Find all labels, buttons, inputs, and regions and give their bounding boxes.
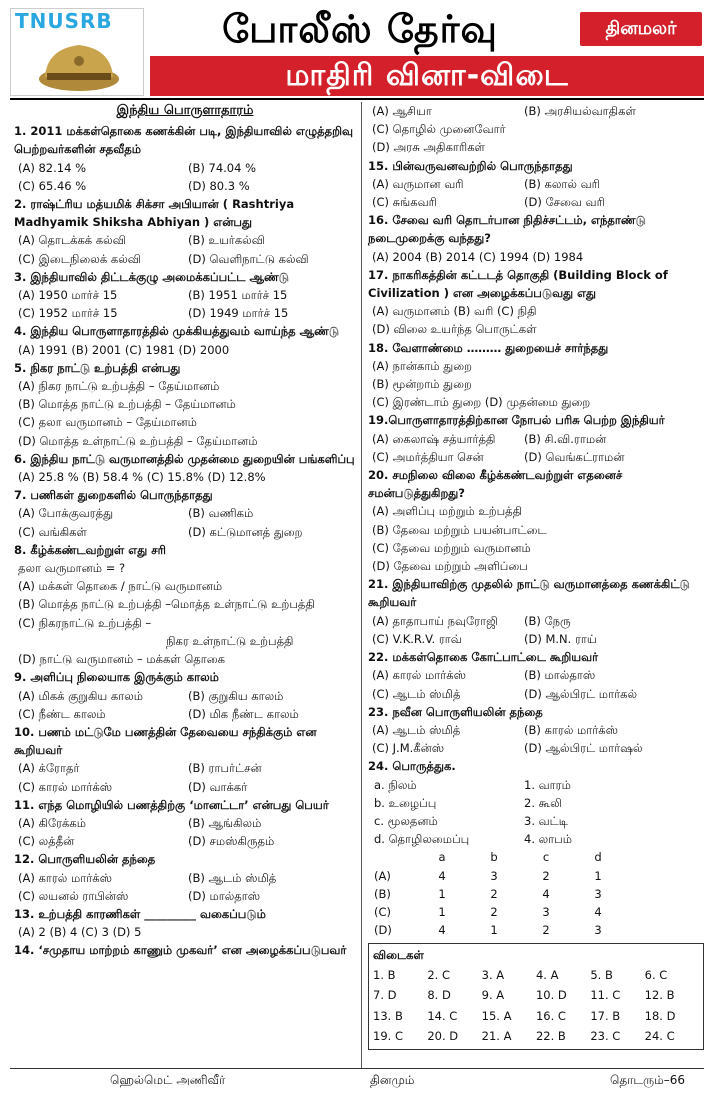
title-top — [150, 6, 704, 54]
question-text: 9. அளிப்பு நிலையாக இருக்கும் காலம் — [14, 670, 219, 685]
match-cell: 4 — [438, 923, 446, 938]
question-text: 14. ‘சமுதாய மாற்றம் காணும் முகவர்’ என அழைக்கப்படுபவர் — [14, 943, 347, 958]
match-cell: 1 — [438, 904, 446, 919]
options-line: (A) வருமானம் (B) வரி (C) நிதி — [372, 304, 537, 319]
option: (A) ஆடம் ஸ்மித் — [372, 722, 461, 737]
option: (B) குறுகிய காலம் — [188, 688, 284, 703]
section-title: இந்திய பொருளாதாரம் — [116, 103, 254, 118]
option: (B) வணிகம் — [188, 506, 254, 521]
option-row — [368, 739, 704, 757]
option: (B) 74.04 % — [188, 160, 257, 175]
option-row — [14, 231, 356, 249]
option: (B) கலால் வரி — [524, 176, 600, 191]
match-header-cell: c — [542, 850, 550, 865]
option-row — [14, 832, 356, 850]
match-row — [368, 867, 704, 885]
option: (D) கட்டுமானத் துறை — [188, 524, 303, 539]
option: (C) V.K.R.V. ராவ் — [372, 631, 462, 646]
brand-label: TNUSRB — [15, 9, 113, 33]
option: (C) அமர்த்தியா சென் — [372, 449, 484, 464]
option: (B) ஆங்கிலம் — [188, 815, 262, 830]
page-title: போலீஸ் தேர்வு — [222, 7, 498, 51]
option-row — [14, 778, 356, 796]
option: (A) கிரேக்கம் — [18, 815, 86, 830]
match-header-cell: a — [438, 850, 446, 865]
option: (D) சேவை வரி — [524, 195, 605, 210]
option: (B) தேவை மற்றும் பயன்பாட்டை — [372, 522, 547, 537]
answer: 3. A — [481, 967, 505, 982]
match-item: d. தொழிலமைப்பு — [374, 832, 470, 847]
options-line: (A) 25.8 % (B) 58.4 % (C) 15.8% (D) 12.8% — [18, 470, 266, 485]
match-header-cell — [374, 848, 416, 866]
match-pair — [368, 776, 704, 794]
match-cell: 3 — [594, 886, 602, 901]
option: (A) காரல் மார்க்ஸ் — [372, 668, 466, 683]
answer: 13. B — [373, 1008, 403, 1023]
match-item: 3. வட்டி — [524, 813, 568, 828]
match-cell: 1 — [438, 886, 446, 901]
q14-options — [368, 102, 704, 157]
match-cell: 4 — [438, 868, 446, 883]
answer: 5. B — [590, 967, 613, 982]
match-item: b. உழைப்பு — [374, 795, 437, 810]
option-row — [14, 759, 356, 777]
option: (B) 1951 மார்ச் 15 — [188, 288, 288, 303]
option: (C) வங்கிகள் — [18, 524, 87, 539]
answer: 11. C — [590, 988, 621, 1003]
option-row — [14, 869, 356, 887]
option: (B) மூன்றாம் துறை — [372, 377, 472, 392]
match-item: c. மூலதனம் — [374, 813, 438, 828]
option: (C) ஆடம் ஸ்மித் — [372, 686, 461, 701]
options-line: (A) 2 (B) 4 (C) 3 (D) 5 — [18, 925, 142, 940]
answers-row — [373, 1026, 699, 1047]
footer-right: தொடரும்–66 — [610, 1073, 686, 1087]
option: (D) மிக நீண்ட காலம் — [188, 706, 299, 721]
option: (B) மொத்த நாட்டு உற்பத்தி – தேய்மானம் — [18, 397, 236, 412]
match-cell: 1 — [594, 868, 602, 883]
option: (A) க்ரோதர் — [18, 761, 80, 776]
option: (D) வெங்கட்ராமன் — [524, 449, 625, 464]
match-cell: (C) — [374, 904, 392, 919]
match-row — [368, 885, 704, 903]
option-row — [368, 102, 704, 120]
match-row — [368, 903, 704, 921]
option: (A) 82.14 % — [18, 160, 87, 175]
option: (C) நிகரநாட்டு உற்பத்தி – — [18, 615, 152, 630]
answer: 14. C — [427, 1008, 458, 1023]
match-row — [368, 921, 704, 939]
left-column — [14, 102, 356, 960]
question-text: 17. நாகரிகத்தின் கட்டடத் தொகுதி (Building Block of Civilization ) என அழைக்கப்படுவது எது — [368, 267, 668, 301]
question-text: 20. சமநிலை விலை கீழ்க்கண்டவற்றுள் எதனைச் சமன்படுத்துகிறது? — [368, 468, 623, 501]
option: (B) நேரு — [524, 613, 571, 628]
options-line: (A) 2004 (B) 2014 (C) 1994 (D) 1984 — [372, 249, 584, 264]
answer: 19. C — [373, 1029, 403, 1044]
option-row — [14, 250, 356, 268]
option-row — [368, 448, 704, 466]
answers-row — [373, 985, 699, 1006]
answer: 16. C — [535, 1008, 566, 1023]
option: (A) மிகக் குறுகிய காலம் — [18, 688, 144, 703]
match-cell: (A) — [374, 868, 391, 883]
option-continuation: நிகர உள்நாட்டு உற்பத்தி — [166, 633, 294, 648]
match-cell: 2 — [490, 886, 498, 901]
answer: 9. A — [481, 988, 505, 1003]
question-text: 11. எந்த மொழியில் பணத்திற்கு ‘மானட்டா’ என்பது பெயர் — [14, 797, 329, 812]
options-line: (A) 1991 (B) 2001 (C) 1981 (D) 2000 — [18, 342, 230, 357]
brand-box — [10, 8, 144, 96]
question-text: 18. வேளாண்மை ……… துறையைச் சார்ந்தது — [368, 340, 609, 355]
answer: 21. A — [481, 1029, 512, 1044]
option: (A) வருமான வரி — [372, 176, 464, 191]
answers-row — [373, 1006, 699, 1027]
option: (D) வெளிநாட்டு கல்வி — [188, 251, 309, 266]
match-header-cell: d — [594, 850, 602, 865]
police-cap-icon — [37, 39, 121, 93]
option-row — [368, 175, 704, 193]
option-row — [14, 177, 356, 195]
question-text: 4. இந்திய பொருளாதாரத்தில் முக்கியத்துவம் வாய்ந்த ஆண்டு — [14, 324, 340, 339]
footer-mid: தினமும் — [370, 1073, 415, 1087]
match-cell: 2 — [490, 904, 498, 919]
footer-left: ஹெல்மெட் அணிவீர் — [110, 1073, 226, 1087]
answers-title: விடைகள் — [373, 948, 424, 963]
option: (A) 1950 மார்ச் 15 — [18, 288, 118, 303]
option-row — [14, 687, 356, 705]
match-cell: 3 — [594, 923, 602, 938]
question-text: 3. இந்தியாவில் திட்டக்குழு அமைக்கப்பட்ட ஆண்டு — [14, 269, 289, 284]
question-text: 24. பொருத்துக. — [368, 759, 456, 774]
option: (D) நாட்டு வருமானம் – மக்கள் தொகை — [18, 652, 226, 667]
question-text: 23. நவீன பொருளியலின் தந்தை — [368, 704, 543, 719]
option-row — [368, 666, 704, 684]
match-item: 4. லாபம் — [524, 832, 572, 847]
match-cell: 2 — [542, 923, 550, 938]
question-text: 8. கீழ்க்கண்டவற்றுள் எது சரி — [14, 542, 166, 557]
page-subtitle: மாதிரி வினா-விடை — [285, 58, 569, 93]
option: (B) சி.வி.ராமன் — [524, 431, 607, 446]
option-row — [14, 286, 356, 304]
question-text: 7. பணிகள் துறைகளில் பொருந்தாதது — [14, 488, 213, 503]
match-cell: 1 — [490, 923, 498, 938]
question-text: 5. நிகர நாட்டு உற்பத்தி என்பது — [14, 360, 181, 375]
option-row — [14, 504, 356, 522]
answer: 22. B — [535, 1029, 566, 1044]
page-header — [0, 0, 714, 98]
answers-row — [373, 965, 699, 986]
option: (D) 80.3 % — [188, 178, 250, 193]
match-item: 2. கூலி — [524, 795, 562, 810]
option: (A) ஆசியா — [372, 104, 432, 118]
option-row — [14, 887, 356, 905]
option-row — [14, 304, 356, 322]
right-column — [368, 102, 704, 1050]
option: (C) லத்தீன் — [18, 834, 75, 849]
option: (C) இடைநிலைக் கல்வி — [18, 251, 141, 266]
match-cell: 3 — [542, 904, 550, 919]
answer: 8. D — [427, 988, 451, 1003]
answer: 7. D — [373, 988, 397, 1003]
match-cell: (B) — [374, 886, 391, 901]
option: (A) காரல் மார்க்ஸ் — [18, 870, 112, 885]
option: (D) வாக்கர் — [188, 779, 248, 794]
option: (A) அளிப்பு மற்றும் உற்பத்தி — [372, 504, 523, 519]
answer: 24. C — [644, 1029, 675, 1044]
option: தலா வருமானம் = ? — [18, 561, 126, 576]
option-row — [14, 159, 356, 177]
question-text: 13. உற்பத்தி காரணிகள் _________ வகைப்படும் — [14, 906, 266, 921]
option: (C) சுங்கவரி — [372, 195, 437, 210]
option-row — [368, 685, 704, 703]
option: (D) M.N. ராய் — [524, 631, 597, 646]
option-row — [368, 193, 704, 211]
option-row — [14, 814, 356, 832]
option: (C) 65.46 % — [18, 178, 87, 193]
option-row — [368, 630, 704, 648]
option: (C) தொழில் முனைவோர் — [372, 122, 506, 137]
option: (B) காரல் மார்க்ஸ் — [524, 722, 619, 737]
question-text: 10. பணம் மட்டுமே பணத்தின் தேவையை சந்திக்கும் என கூறியவர் — [14, 724, 317, 758]
match-table — [368, 776, 704, 940]
header-divider — [10, 98, 704, 100]
match-header-cell: b — [490, 850, 498, 865]
option: (D) தேவை மற்றும் அளிப்பை — [372, 559, 528, 574]
match-cell: 4 — [594, 904, 602, 919]
option-row — [368, 612, 704, 630]
option: (D) மொத்த உள்நாட்டு உற்பத்தி – தேய்மானம் — [18, 433, 258, 448]
match-header — [368, 848, 704, 866]
match-item: a. நிலம் — [374, 777, 417, 792]
answer: 17. B — [590, 1008, 621, 1023]
answer: 20. D — [427, 1029, 459, 1044]
right-questions — [368, 157, 704, 776]
option: (C) 1952 மார்ச் 15 — [18, 306, 118, 321]
question-text: 19.பொருளாதாரத்திற்கான நோபல் பரிசு பெற்ற இந்தியர் — [368, 413, 665, 428]
answer: 1. B — [373, 967, 396, 982]
answer: 2. C — [427, 967, 450, 982]
left-questions — [14, 122, 356, 959]
option: (A) தொடக்கக் கல்வி — [18, 233, 126, 248]
match-cell: 4 — [542, 886, 550, 901]
option: (C) தலா வருமானம் – தேய்மானம் — [18, 415, 197, 430]
question-text: 22. மக்கள்தொகை கோட்பாட்டை கூறியவர் — [368, 650, 599, 665]
option: (D) மால்தாஸ் — [188, 888, 261, 903]
option: (A) போக்குவரத்து — [18, 506, 114, 521]
option-row — [14, 523, 356, 541]
match-pair — [368, 812, 704, 830]
option: (B) மால்தாஸ் — [524, 668, 596, 683]
answer: 23. C — [590, 1029, 621, 1044]
option: (D) அரசு அதிகாரிகள் — [372, 140, 485, 155]
option-row — [14, 705, 356, 723]
answer: 6. C — [644, 967, 668, 982]
option: (D) ஆல்பிரட் மார்கல் — [524, 686, 637, 701]
option: (C) லயனல் ராபின்ஸ் — [18, 888, 129, 903]
match-cell: (D) — [374, 923, 392, 938]
answer: 10. D — [535, 988, 567, 1003]
match-item: 1. வாரம் — [524, 777, 571, 792]
option: (A) நான்காம் துறை — [372, 358, 472, 373]
question-text: 1. 2011 மக்கள்தொகை கணக்கின் படி, இந்தியாவில் எழுத்தறிவு பெற்றவர்களின் சதவீதம் — [14, 124, 354, 157]
option: (D) 1949 மார்ச் 15 — [188, 306, 289, 321]
option: (A) கைலாஷ் சத்யார்த்தி — [372, 431, 496, 446]
option: (B) அரசியல்வாதிகள் — [524, 104, 636, 118]
option: (C) காரல் மார்க்ஸ் — [18, 779, 113, 794]
option-row — [368, 721, 704, 739]
match-cell: 2 — [542, 868, 550, 883]
option: (B) உயர்கல்வி — [188, 233, 265, 248]
question-text: 2. ராஷ்ட்ரிய மத்யமிக் சிக்சா அபியான் ( Rashtriya Madhyamik Shiksha Abhiyan ) என்பது — [14, 197, 295, 230]
option: (A) மக்கள் தொகை / நாட்டு வருமானம் — [18, 579, 223, 594]
question-text: 6. இந்திய நாட்டு வருமானத்தில் முதன்மை துறையின் பங்களிப்பு — [14, 451, 355, 466]
option: (B) ராபர்ட்சன் — [188, 761, 262, 776]
option: (A) நிகர நாட்டு உற்பத்தி – தேய்மானம் — [18, 379, 220, 394]
option: (B) ஆடம் ஸ்மித் — [188, 870, 277, 885]
footer-divider — [10, 1068, 704, 1069]
match-cell: 3 — [490, 868, 498, 883]
column-divider — [361, 102, 362, 1068]
option: (D) சமஸ்கிருதம் — [188, 834, 275, 849]
option: (D) ஆல்பிரட் மார்ஷல் — [524, 741, 643, 756]
option: (C) தேவை மற்றும் வருமானம் — [372, 540, 531, 555]
question-text: 21. இந்தியாவிற்கு முதலில் நாட்டு வருமானத்தை கணக்கிட்டு கூறியவர் — [368, 577, 690, 610]
answer: 18. D — [644, 1008, 676, 1023]
question-text: 15. பின்வருவனவற்றில் பொருந்தாதது — [368, 158, 573, 173]
option: (A) தாதாபாய் நவுரோஜி — [372, 613, 498, 628]
option: (D) விலை உயர்ந்த பொருட்கள் — [372, 322, 537, 337]
answers-box — [368, 943, 704, 1049]
option-row — [368, 430, 704, 448]
answer: 15. A — [481, 1008, 512, 1023]
option: (C) J.M.கீன்ஸ் — [372, 741, 445, 756]
question-text: 12. பொருளியலின் தந்தை — [14, 852, 156, 867]
answers-grid — [373, 965, 699, 1047]
title-banner — [150, 56, 704, 96]
answer: 12. B — [644, 988, 675, 1003]
match-pair — [368, 794, 704, 812]
option: (B) மொத்த நாட்டு உற்பத்தி –மொத்த உள்நாட்டு உற்பத்தி — [18, 597, 315, 612]
options-line: (C) இரண்டாம் துறை (D) முதன்மை துறை — [372, 395, 591, 410]
match-pair — [368, 830, 704, 848]
answer: 4. A — [535, 967, 559, 982]
newspaper-logo: தினமலர் — [580, 12, 702, 46]
question-text: 16. சேவை வரி தொடர்பான நிதிச்சட்டம், எந்தாண்டு நடைமுறைக்கு வந்தது? — [368, 213, 646, 246]
option: (C) நீண்ட காலம் — [18, 706, 106, 721]
